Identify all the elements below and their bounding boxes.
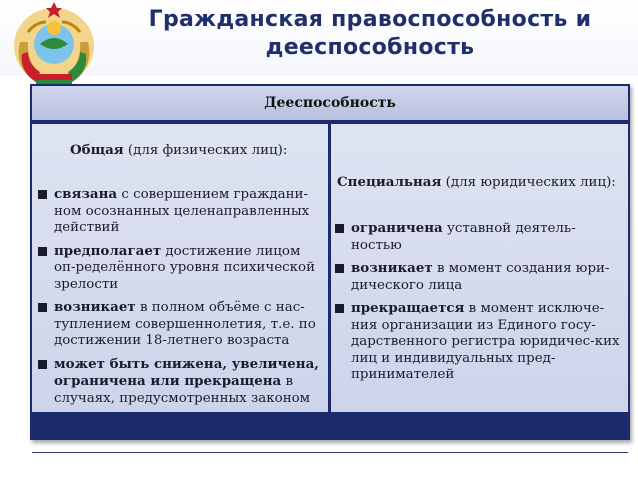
square-bullet-icon <box>38 303 47 312</box>
slide-header <box>0 0 638 76</box>
list-item <box>38 299 324 350</box>
subtitle-rest: (для юридических лиц): <box>441 175 616 190</box>
special-capacity-cell <box>331 124 628 412</box>
list-item <box>38 356 324 408</box>
item-keyword: может быть снижена, увеличена, ограничена или прекращена <box>54 355 319 389</box>
item-keyword: возникает <box>54 299 136 315</box>
item-keyword: предполагает <box>54 242 162 259</box>
item-text: в момент исключе-ния организации из Единого госу-дарственного регистра юридичес-ких лиц и индивидуальных пред-принимателей <box>351 301 620 382</box>
square-bullet-icon <box>335 304 344 313</box>
item-keyword: ограничена <box>351 220 443 236</box>
subtitle-bold: Общая <box>70 142 124 158</box>
footer-divider <box>32 452 628 453</box>
list-item <box>38 186 324 237</box>
square-bullet-icon <box>38 247 47 256</box>
slide-title-line2: дееспособность <box>265 35 475 60</box>
general-capacity-list <box>38 186 324 413</box>
square-bullet-icon <box>38 360 47 369</box>
general-capacity-cell <box>32 124 328 412</box>
item-text: в случаях, предусмотренных законом <box>54 374 311 406</box>
item-keyword: прекращается <box>351 300 465 316</box>
table-header: Дееспособность <box>32 86 628 120</box>
slide-title <box>110 6 630 62</box>
square-bullet-icon <box>335 264 344 273</box>
list-item <box>335 220 624 254</box>
item-text: в полном объёме с нас-туплением совершеннолетия, т.е. по достижении 18-летнего возраста <box>54 300 316 348</box>
item-text: в момент создания юри-дического лица <box>351 261 610 293</box>
general-capacity-subtitle <box>70 142 287 160</box>
subtitle-rest: (для физических лиц): <box>123 143 288 158</box>
coat-of-arms-icon <box>6 2 102 90</box>
subtitle-bold: Специальная <box>337 174 442 190</box>
item-keyword: возникает <box>351 260 433 276</box>
list-item <box>335 300 624 384</box>
square-bullet-icon <box>335 224 344 233</box>
special-capacity-subtitle <box>337 174 616 192</box>
item-text: с совершением граждани-ном осознанных целенаправленных действий <box>54 187 310 235</box>
list-item <box>38 243 324 294</box>
item-text: достижение лицом оп-ределённого уровня психической зрелости <box>54 243 315 292</box>
special-capacity-list <box>335 220 624 390</box>
list-item <box>335 260 624 294</box>
item-text: уставной деятель-ностью <box>351 221 576 253</box>
slide-title-line1: Гражданская правоспособность и <box>148 7 592 32</box>
square-bullet-icon <box>38 190 47 199</box>
item-keyword: связана <box>54 186 118 202</box>
